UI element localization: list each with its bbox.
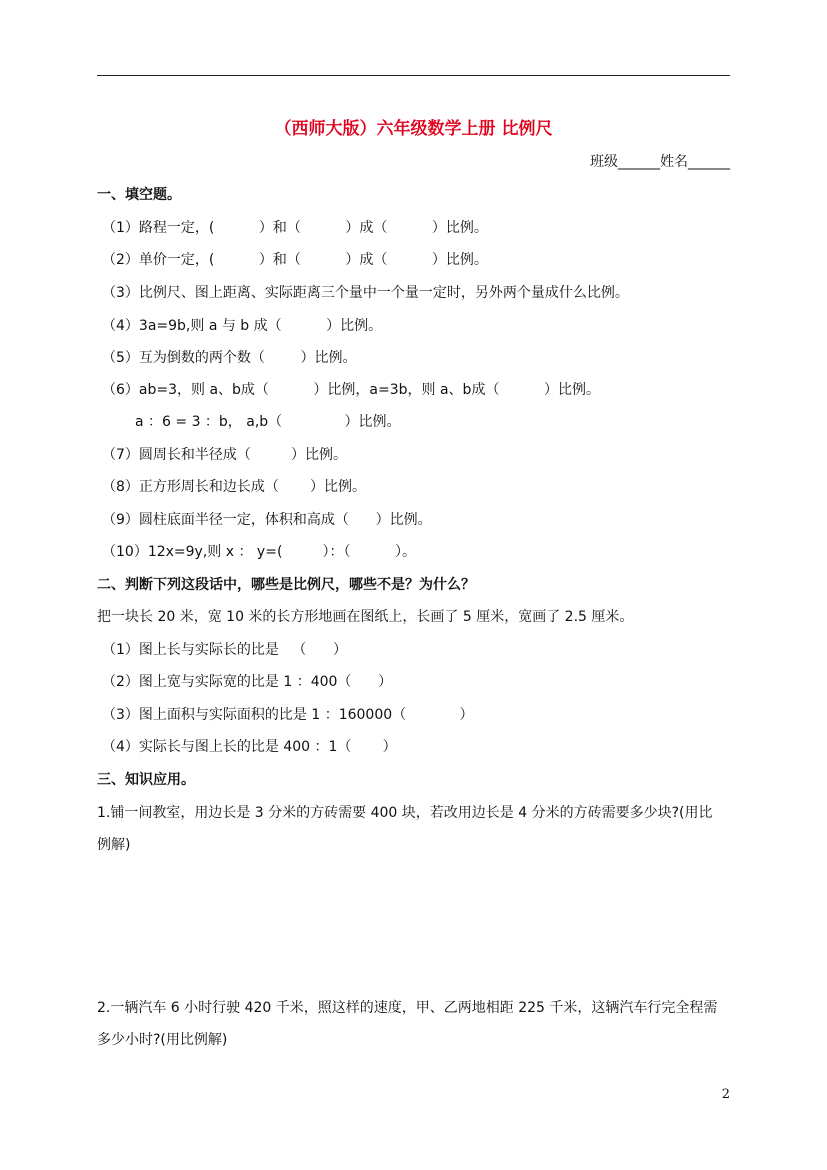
judge-intro: 把一块长 20 米，宽 10 米的长方形地画在图纸上，长画了 5 厘米，宽画了 2.5 厘米。: [97, 609, 634, 625]
page-title: （西师大版）六年级数学上册 比例尺: [274, 119, 553, 139]
fill-blank-item: （8）正方形周长和边长成（ ）比例。: [102, 479, 367, 495]
fill-blank-item: （4）3a=9b,则 a 与 b 成（ ）比例。: [102, 318, 383, 334]
section-heading-3: 三、知识应用。: [97, 772, 195, 788]
fill-blank-item: （9）圆柱底面半径一定，体积和高成（ ）比例。: [102, 512, 432, 528]
fill-blank-item: （5）互为倒数的两个数（ ）比例。: [102, 350, 357, 366]
judge-item: （1）图上长与实际长的比是 （ ）: [102, 642, 347, 658]
fill-blank-item: （2）单价一定，( ）和（ ）成（ ）比例。: [102, 252, 488, 268]
fill-blank-item: （10）12x=9y,则 x ： y=( ）：（ ）。: [102, 544, 416, 560]
judge-item: （2）图上宽与实际宽的比是 1 ：400（ ）: [102, 674, 393, 690]
fill-blank-item: （7）圆周长和半径成（ ）比例。: [102, 447, 347, 463]
section-heading-2: 二、判断下列这段话中，哪些是比例尺，哪些不是？为什么？: [97, 577, 475, 593]
header-rule: [97, 75, 730, 76]
judge-item: （3）图上面积与实际面积的比是 1 ：160000（ ）: [102, 707, 474, 723]
problem-1-cont: 例解): [97, 837, 131, 853]
page-number: 2: [721, 1087, 730, 1102]
section-heading-1: 一、填空题。: [97, 187, 181, 203]
problem-2-cont: 多少小时?(用比例解): [97, 1032, 228, 1048]
fill-blank-item: a ：6 = 3 ：b， a,b（ ）比例。: [135, 414, 401, 430]
class-name-line: 班级______姓名______: [590, 154, 730, 170]
fill-blank-item: （6）ab=3，则 a、b成（ ）比例，a=3b，则 a、b成（ ）比例。: [102, 382, 600, 398]
problem-2: 2.一辆汽车 6 小时行驶 420 千米，照这样的速度，甲、乙两地相距 225 千米，这辆汽车行完全程需: [97, 1000, 718, 1016]
judge-item: （4）实际长与图上长的比是 400 ：1（ ）: [102, 739, 397, 755]
fill-blank-item: （3）比例尺、图上距离、实际距离三个量中一个量一定时，另外两个量成什么比例。: [102, 285, 629, 301]
fill-blank-item: （1）路程一定，( ）和（ ）成（ ）比例。: [102, 220, 488, 236]
problem-1: 1.铺一间教室，用边长是 3 分米的方砖需要 400 块，若改用边长是 4 分米的方砖需要多少块?(用比: [97, 805, 713, 821]
